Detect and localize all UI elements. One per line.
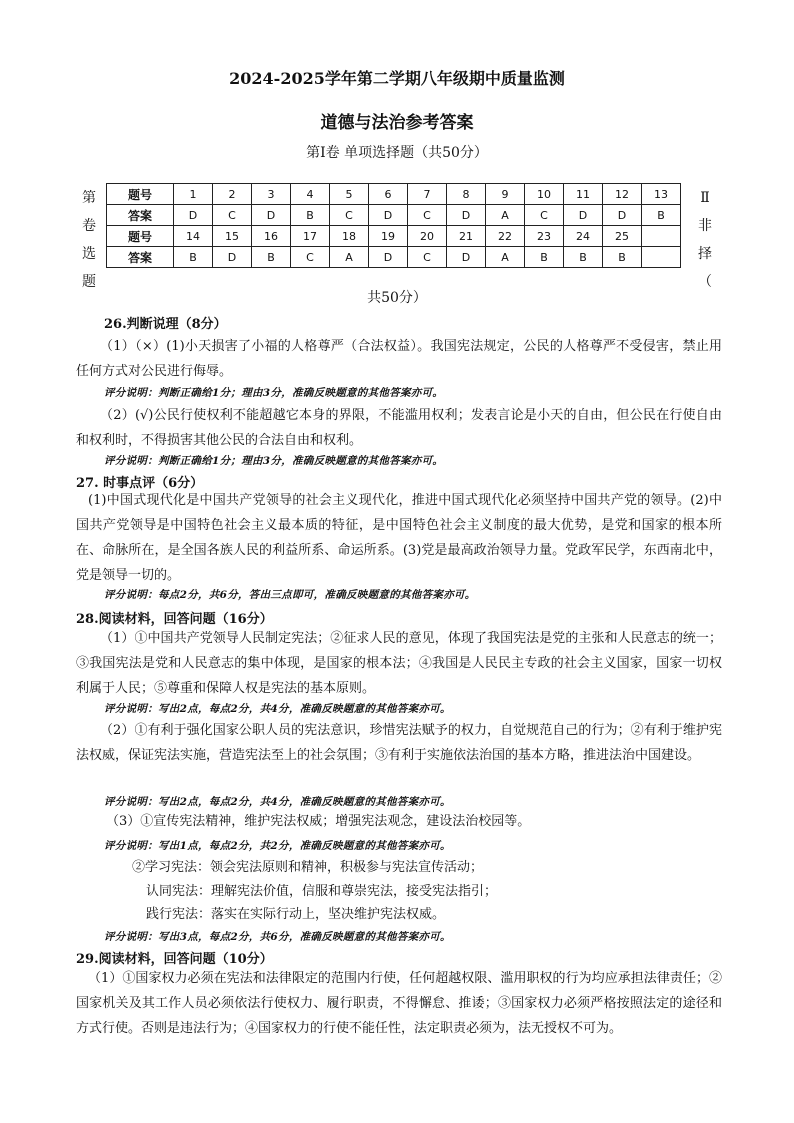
- question-number: 14: [174, 226, 213, 247]
- answer-cell: C: [525, 205, 564, 226]
- question-number: 3: [252, 184, 291, 205]
- question-number: 7: [408, 184, 447, 205]
- vertical-char: 题: [82, 274, 96, 290]
- answer-cell: C: [408, 247, 447, 268]
- answer-cell: D: [174, 205, 213, 226]
- q26-answer-2: （2）(√)公民行使权利不能超越它本身的界限，不能滥用权利；发表言论是小天的自由，但公民在行使自由和权利时，不得损害其他公民的合法自由和权利。: [76, 408, 722, 448]
- question-number: 17: [291, 226, 330, 247]
- question-number: 10: [525, 184, 564, 205]
- answer-cell: B: [174, 247, 213, 268]
- question-number: 24: [564, 226, 603, 247]
- answer-cell: A: [486, 205, 525, 226]
- q26-answer-1: （1）（×）(1)小天损害了小福的人格尊严（合法权益）。我国宪法规定，公民的人格尊严不受侵害，禁止用任何方式对公民进行侮辱。: [76, 339, 722, 379]
- row-label: 题号: [107, 184, 174, 205]
- q28-answer-2: （2）①有利于强化国家公职人员的宪法意识，珍惜宪法赋予的权力，自觉规范自己的行为；②有利于维护宪法权威，保证宪法实施，营造宪法至上的社会氛围；③有利于实施依法治国的基本方略，推进法治中国建设。: [76, 723, 722, 763]
- vertical-char: 第: [82, 190, 96, 206]
- question-number: 11: [564, 184, 603, 205]
- q26-heading: 26.判断说理（8分）: [104, 317, 227, 332]
- q28-answer-1: （1）①中国共产党领导人民制定宪法；②征求人民的意见，体现了我国宪法是党的主张和人民意志的统一；③我国宪法是党和人民意志的集中体现，是国家的根本法；④我国是人民民主专政的社会主义国家，国家一切权利属于人民；⑤尊重和保障人权是宪法的基本原则。: [76, 631, 722, 696]
- question-number: 4: [291, 184, 330, 205]
- question-number: 2: [213, 184, 252, 205]
- right-vertical-label: [696, 184, 714, 296]
- vertical-char: 非: [698, 218, 712, 234]
- answer-cell: C: [330, 205, 369, 226]
- vertical-char: 择: [698, 246, 712, 262]
- q28-answer-4-study: ②学习宪法：领会宪法原则和精神，积极参与宪法宣传活动；: [132, 860, 484, 875]
- answer-cell: D: [447, 247, 486, 268]
- answer-cell: C: [408, 205, 447, 226]
- answer-cell: D: [369, 247, 408, 268]
- answer-cell: D: [213, 247, 252, 268]
- q28-answer-4-practice: 践行宪法：落实在实际行动上，坚决维护宪法权威。: [146, 907, 446, 922]
- q28-heading: 28.阅读材料，回答问题（16分）: [76, 612, 273, 627]
- answer-cell: B: [642, 205, 681, 226]
- q28-scoring-note-1: 评分说明：写出2点，每点2分，共4分，准确反映题意的其他答案亦可。: [104, 703, 451, 715]
- question-number: 12: [603, 184, 642, 205]
- vertical-char: （: [698, 274, 712, 290]
- question-number: 9: [486, 184, 525, 205]
- q28-scoring-note-3: 评分说明：写出1点，每点2分，共2分，准确反映题意的其他答案亦可。: [104, 840, 451, 852]
- q26-scoring-note-1: 评分说明：判断正确给1分；理由3分，准确反映题意的其他答案亦可。: [104, 387, 444, 399]
- answer-cell: D: [564, 205, 603, 226]
- row-label: 答案: [107, 205, 174, 226]
- question-number: 13: [642, 184, 681, 205]
- question-number: 6: [369, 184, 408, 205]
- question-number: 20: [408, 226, 447, 247]
- exam-title: 2024-2025学年第二学期八年级期中质量监测: [229, 69, 565, 88]
- answer-cell: A: [486, 247, 525, 268]
- q29-heading: 29.阅读材料，回答问题（10分）: [76, 952, 273, 967]
- question-number: 25: [603, 226, 642, 247]
- vertical-char: Ⅱ: [700, 190, 710, 206]
- answer-cell: D: [447, 205, 486, 226]
- answer-cell: C: [213, 205, 252, 226]
- question-number: 15: [213, 226, 252, 247]
- q26-scoring-note-2: 评分说明：判断正确给1分；理由3分，准确反映题意的其他答案亦可。: [104, 455, 444, 467]
- question-number: [642, 226, 681, 247]
- q28-scoring-note-2: 评分说明：写出2点，每点2分，共4分，准确反映题意的其他答案亦可。: [104, 796, 451, 808]
- left-vertical-label: [80, 184, 98, 296]
- question-number: 22: [486, 226, 525, 247]
- q28-answer-3: （3）①宣传宪法精神，维护宪法权威；增强宪法观念，建设法治校园等。: [106, 814, 531, 829]
- answer-cell: B: [603, 247, 642, 268]
- question-number: 19: [369, 226, 408, 247]
- question-number: 1: [174, 184, 213, 205]
- answer-table: [106, 183, 681, 268]
- part2-heading-tail: 共50分）: [367, 290, 427, 306]
- q27-heading: 27. 时事点评（6分）: [76, 476, 204, 491]
- question-number: 5: [330, 184, 369, 205]
- part1-heading: 第Ⅰ卷 单项选择题（共50分）: [306, 145, 488, 161]
- answer-cell: B: [564, 247, 603, 268]
- answer-cell: D: [369, 205, 408, 226]
- answer-cell: C: [291, 247, 330, 268]
- answer-cell: B: [252, 247, 291, 268]
- answer-cell: B: [525, 247, 564, 268]
- q27-scoring-note: 评分说明：每点2分，共6分，答出三点即可，准确反映题意的其他答案亦可。: [104, 589, 476, 601]
- table-row: [107, 184, 681, 205]
- q29-answer-1: （1）①国家权力必须在宪法和法律限定的范围内行使，任何超越权限、滥用职权的行为均应承担法律责任；②国家机关及其工作人员必须依法行使权力、履行职责，不得懈怠、推诿；③国家权力必须严格按照法定的途径和方式行使。否则是违法行为；④国家权力的行使不能任性，法定职责必须为，法无授权不可为。: [76, 971, 722, 1036]
- question-number: 23: [525, 226, 564, 247]
- question-number: 21: [447, 226, 486, 247]
- answer-cell: D: [603, 205, 642, 226]
- question-number: 8: [447, 184, 486, 205]
- row-label: 答案: [107, 247, 174, 268]
- vertical-char: 卷: [82, 218, 96, 234]
- table-row: [107, 226, 681, 247]
- question-number: 16: [252, 226, 291, 247]
- answer-cell: [642, 247, 681, 268]
- q28-scoring-note-4: 评分说明：写出3点，每点2分，共6分，准确反映题意的其他答案亦可。: [104, 931, 451, 943]
- answer-cell: B: [291, 205, 330, 226]
- table-row: [107, 205, 681, 226]
- answer-cell: A: [330, 247, 369, 268]
- q28-answer-4-identify: 认同宪法：理解宪法价值，信服和尊崇宪法，接受宪法指引；: [146, 884, 498, 899]
- q27-answer: (1)中国式现代化是中国共产党领导的社会主义现代化，推进中国式现代化必须坚持中国共产党的领导。(2)中国共产党领导是中国特色社会主义最本质的特征，是中国特色社会主义制度的最大优势，是党和国家的根本所在、命脉所在，是全国各族人民的利益所系、命运所系。(3)党是最高政治领导力量。党政军民学，东西南北中，党是领导一切的。: [76, 493, 722, 583]
- question-number: 18: [330, 226, 369, 247]
- table-row: [107, 247, 681, 268]
- answer-key-subtitle: 道德与法治参考答案: [320, 113, 474, 133]
- vertical-char: 选: [82, 246, 96, 262]
- answer-cell: D: [252, 205, 291, 226]
- row-label: 题号: [107, 226, 174, 247]
